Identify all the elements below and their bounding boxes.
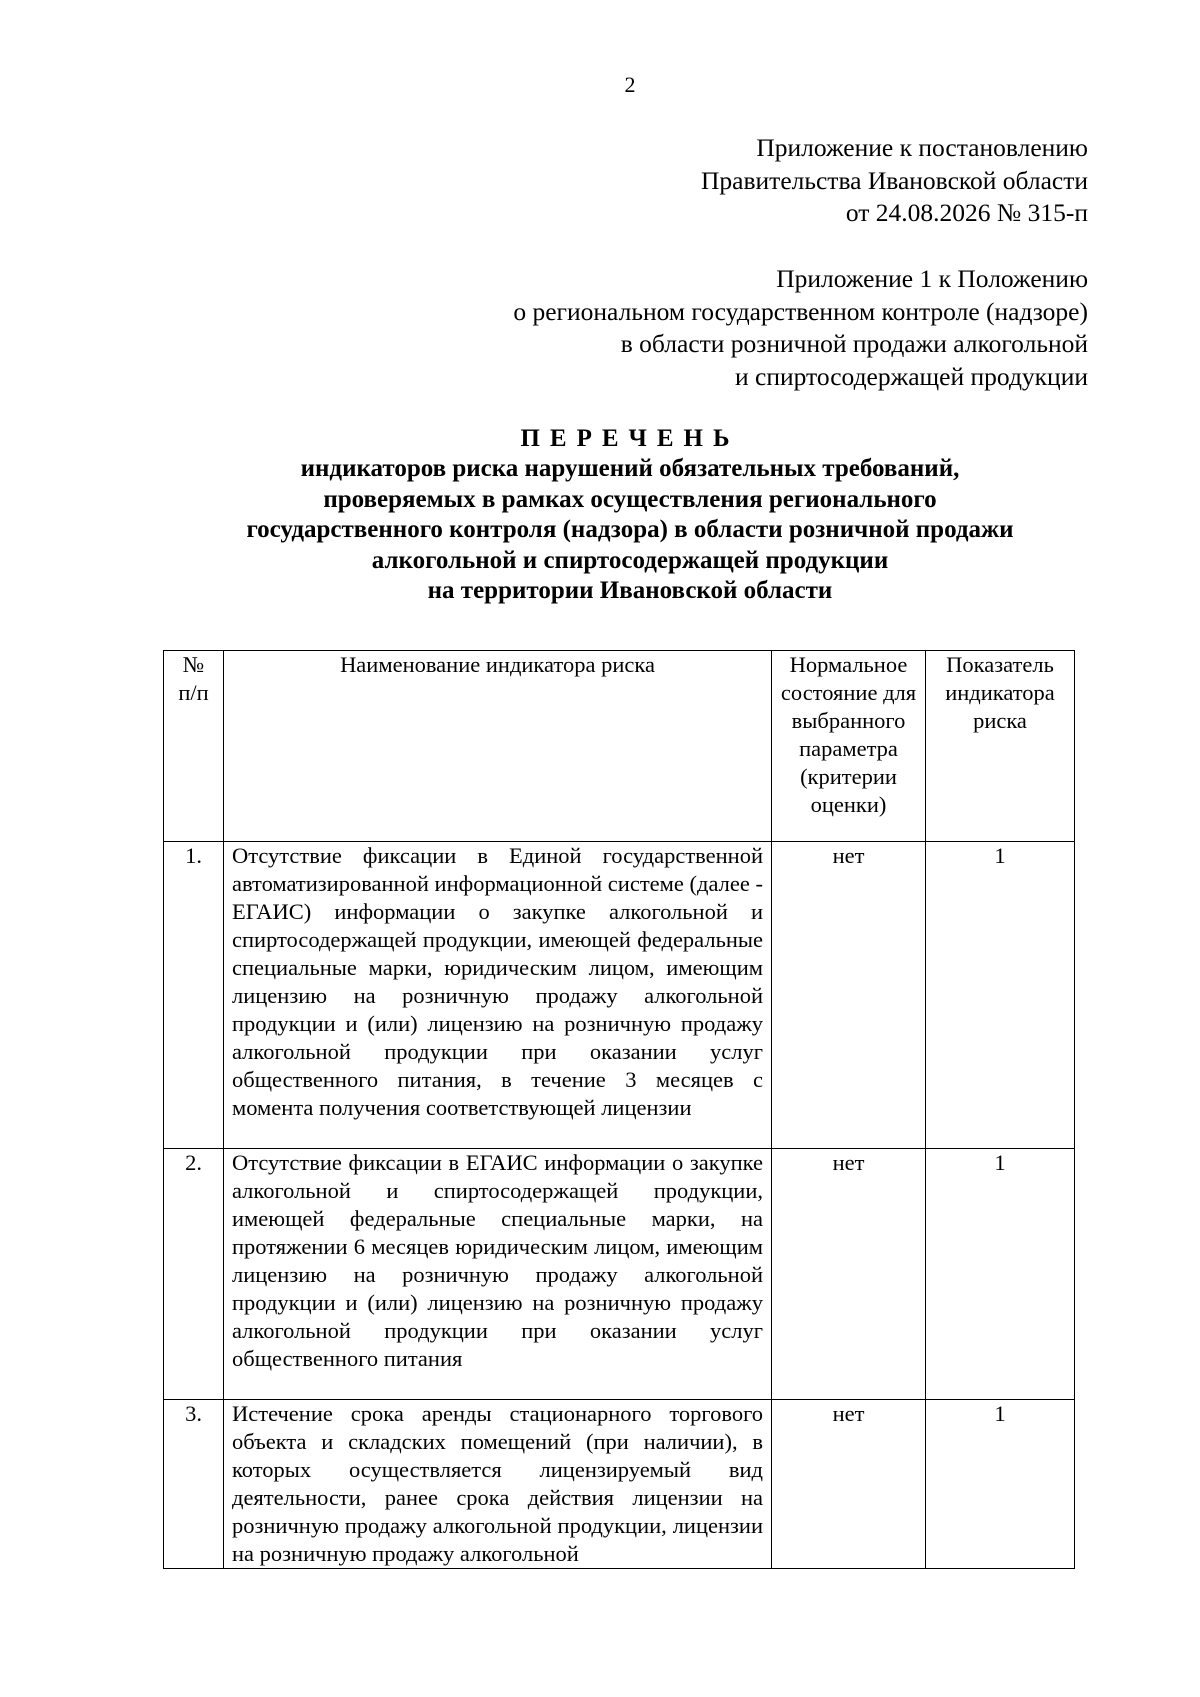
header-indicator-score: Показатель индикатора риска: [926, 651, 1075, 842]
row-normal-state: нет: [772, 1400, 926, 1569]
row-indicator-score: 1: [926, 1400, 1075, 1569]
document-heading: ПЕРЕЧЕНЬ: [520, 425, 740, 452]
page-number: 2: [624, 72, 636, 97]
approval-block: [701, 132, 1088, 230]
table-row: [164, 842, 1075, 1149]
risk-indicators-table: [163, 650, 1075, 1569]
document-subtitle: индикаторов риска нарушений обязательных требований, проверяемых в рамках осуществления регионального государственного контроля (надзора) в области розничной продажи алкогольной и спиртосодержащей продукции на территории Ивановской области: [246, 455, 1014, 604]
annex-line: Приложение 1 к Положению: [776, 264, 1088, 293]
annex-line: в области розничной продажи алкогольной: [620, 329, 1088, 358]
annex-line: о региональном государственном контроле (надзоре): [513, 296, 1088, 326]
approval-line: Правительства Ивановской области: [701, 165, 1088, 195]
annex-line: и спиртосодержащей продукции: [735, 361, 1088, 391]
row-number: 1.: [164, 842, 224, 1149]
document-title: [150, 424, 1110, 607]
table-row: [164, 1149, 1075, 1400]
row-number: 3.: [164, 1400, 224, 1569]
header-number: № п/п: [164, 651, 224, 842]
row-normal-state: нет: [772, 842, 926, 1149]
row-indicator-name: Отсутствие фиксации в ЕГАИС информации о закупке алкогольной и спиртосодержащей продукции, имеющей федеральные специальные марки, на протяжении 6 месяцев юридическим лицом, имеющим лицензию на розничную продажу алкогольной продукции и (или) лицензию на розничную продажу алкогольной продукции при оказании услуг общественного питания: [224, 1149, 772, 1400]
row-normal-state: нет: [772, 1149, 926, 1400]
approval-line: Приложение к постановлению: [756, 133, 1088, 162]
header-normal-state: Нормальное состояние для выбранного параметра (критерии оценки): [772, 651, 926, 842]
row-indicator-name: Истечение срока аренды стационарного торгового объекта и складских помещений (при наличии), в которых осуществляется лицензируемый вид деятельности, ранее срока действия лицензии на розничную продажу алкогольной продукции, лицензии на розничную продажу алкогольной: [224, 1400, 772, 1569]
row-indicator-name: Отсутствие фиксации в Единой государственной автоматизированной информационной системе (далее - ЕГАИС) информации о закупке алкогольной и спиртосодержащей продукции, имеющей федеральные специальные марки, юридическим лицом, имеющим лицензию на розничную продажу алкогольной продукции и (или) лицензию на розничную продажу алкогольной продукции при оказании услуг общественного питания, в течение 3 месяцев с момента получения соответствующей лицензии: [224, 842, 772, 1149]
table-header-row: [164, 651, 1075, 842]
table-row: [164, 1400, 1075, 1569]
annex-block: [513, 263, 1088, 393]
approval-line: от 24.08.2026 № 315-п: [845, 198, 1088, 227]
row-indicator-score: 1: [926, 842, 1075, 1149]
header-indicator-name: Наименование индикатора риска: [224, 651, 772, 842]
row-indicator-score: 1: [926, 1149, 1075, 1400]
row-number: 2.: [164, 1149, 224, 1400]
